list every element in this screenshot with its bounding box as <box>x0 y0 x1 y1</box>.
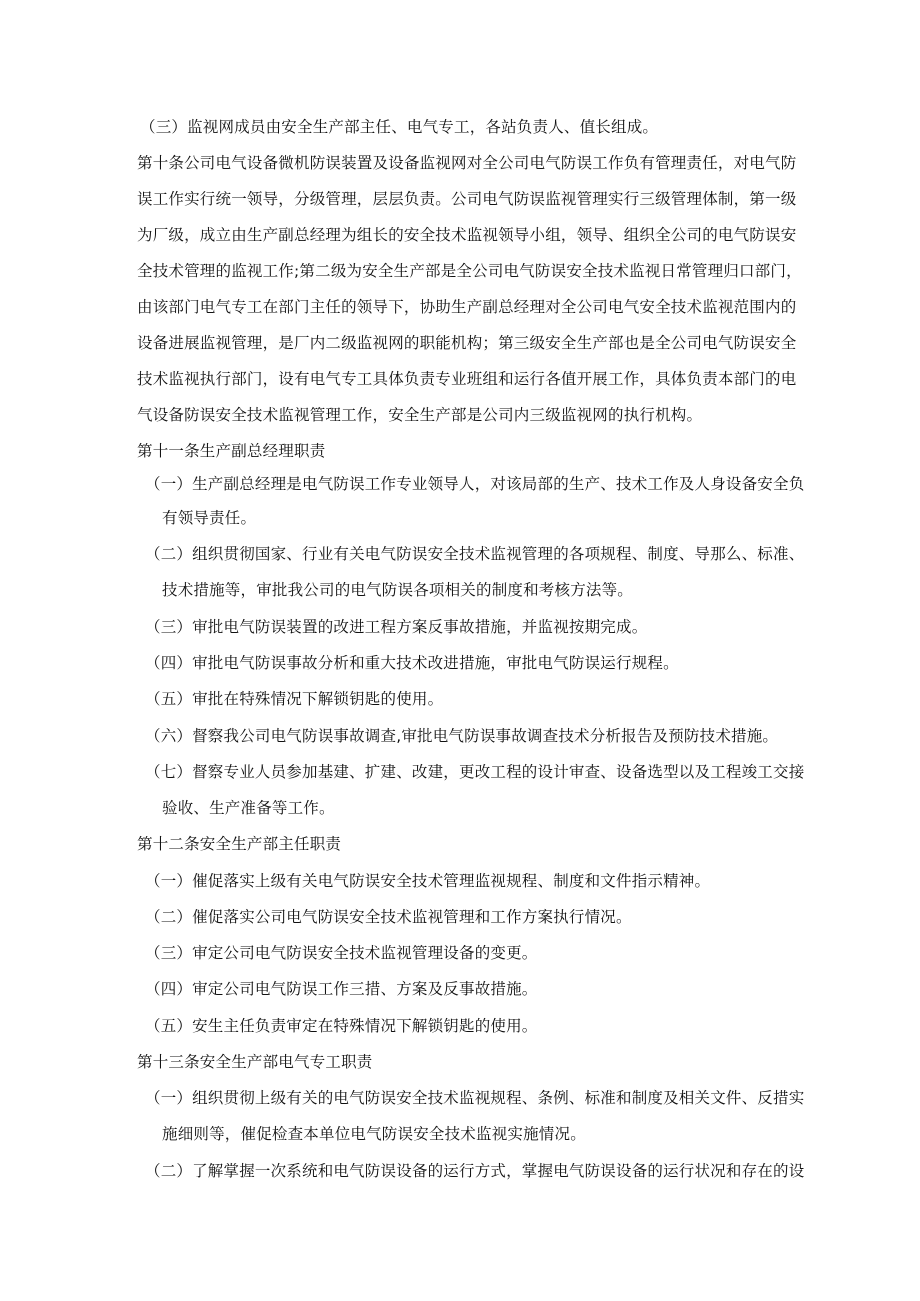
article12-item: （三）审定公司电气防误安全技术监视管理设备的变更。 <box>145 944 538 962</box>
article11-item-cont: 验收、生产准备等工作。 <box>162 799 335 817</box>
article10-line: 技术监视执行部门，设有电气专工具体负责专业班组和运行各值开展工作，具体负责本部门的电 <box>137 370 797 388</box>
article12-item: （四）审定公司电气防误工作三措、方案及反事故措施。 <box>145 980 538 998</box>
intro-item: （三）监视网成员由安全生产部主任、电气专工，各站负责人、值长组成。 <box>140 118 659 136</box>
article11-item: （三）审批电气防误装置的改进工程方案反事故措施，并监视按期完成。 <box>145 618 648 636</box>
article11-item: （七）督察专业人员参加基建、扩建、改建，更改工程的设计审查、设备选型以及工程竣工交接 <box>145 763 805 781</box>
article10-line: 误工作实行统一领导，分级管理，层层负责。公司电气防误监视管理实行三级管理体制，第一级 <box>137 190 797 208</box>
article13-item: （二）了解掌握一次系统和电气防误设备的运行方式，掌握电气防误设备的运行状况和存在的设 <box>145 1162 805 1180</box>
article11-item-cont: 技术措施等，审批我公司的电气防误各项相关的制度和考核方法等。 <box>162 581 634 599</box>
article11-item: （一）生产副总经理是电气防误工作专业领导人，对该局部的生产、技术工作及人身设备安全负 <box>145 475 805 493</box>
article12-item: （五）安生主任负责审定在特殊情况下解锁钥匙的使用。 <box>145 1017 538 1035</box>
article10-line: 气设备防误安全技术监视管理工作，安全生产部是公司内三级监视网的执行机构。 <box>137 406 703 424</box>
article12-title: 第十二条安全生产部主任职责 <box>137 835 342 853</box>
article11-item: （四）审批电气防误事故分析和重大技术改进措施，审批电气防误运行规程。 <box>145 654 679 672</box>
article10-line: 第十条公司电气设备微机防误装置及设备监视网对全公司电气防误工作负有管理责任，对电气防 <box>137 154 797 172</box>
article11-item: （六）督察我公司电气防误事故调查,审批电气防误事故调查技术分析报告及预防技术措施。 <box>145 727 779 745</box>
article10-line: 由该部门电气专工在部门主任的领导下，协助生产副总经理对全公司电气安全技术监视范围内的 <box>137 298 797 316</box>
article10-line: 全技术管理的监视工作;第二级为安全生产部是全公司电气防误安全技术监视日常管理归口部门， <box>137 262 802 280</box>
article10-line: 为厂级，成立由生产副总经理为组长的安全技术监视领导小组，领导、组织全公司的电气防误安 <box>137 226 797 244</box>
article13-title: 第十三条安全生产部电气专工职责 <box>137 1053 373 1071</box>
article10-line: 设备进展监视管理，是厂内二级监视网的职能机构；第三级安全生产部也是全公司电气防误安全 <box>137 334 797 352</box>
article11-item: （五）审批在特殊情况下解锁钥匙的使用。 <box>145 690 444 708</box>
article11-item: （二）组织贯彻国家、行业有关电气防误安全技术监视管理的各项规程、制度、导那么、标准、 <box>145 545 805 563</box>
article13-item: （一）组织贯彻上级有关的电气防误安全技术监视规程、条例、标准和制度及相关文件、反措实 <box>145 1089 805 1107</box>
article12-item: （二）催促落实公司电气防误安全技术监视管理和工作方案执行情况。 <box>145 908 632 926</box>
article11-item-cont: 有领导责任。 <box>162 509 257 527</box>
article13-item-cont: 施细则等，催促检查本单位电气防误安全技术监视实施情况。 <box>162 1125 586 1143</box>
article11-title: 第十一条生产副总经理职责 <box>137 442 326 460</box>
article12-item: （一）催促落实上级有关电气防误安全技术管理监视规程、制度和文件指示精神。 <box>145 872 711 890</box>
